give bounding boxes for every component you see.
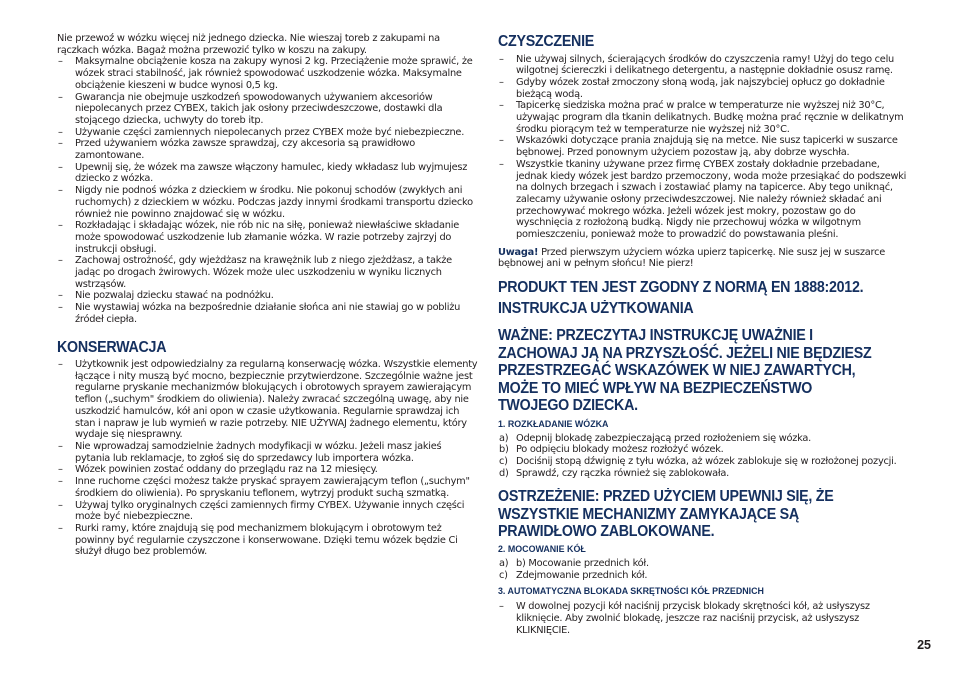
item-marker: c) xyxy=(499,569,508,581)
item-text: Dociśnij stopą dźwignię z tyłu wózka, aż wózek zablokuje się w rozłożonej pozycji. xyxy=(516,456,897,468)
list-item: – Używaj tylko oryginalnych części zamiennych firmy CYBEX. Używanie innych części może być niebezpieczne. xyxy=(57,500,479,523)
section-2-heading: 2. MOCOWANIE KÓŁ xyxy=(498,543,586,554)
list-item: – Wózek powinien zostać oddany do przeglądu raz na 12 miesięcy. xyxy=(57,464,479,476)
section-3-heading: 3. AUTOMATYCZNA BLOKADA SKRĘTNOŚCI KÓŁ PRZEDNICH xyxy=(498,586,764,597)
list-item xyxy=(498,444,910,456)
list-item: – Tapicerkę siedziska można prać w pralce w temperaturze nie wyższej niż 30°C, używając program dla tkanin delikatnych. Budkę można prać ręcznie w delikatnym środku piorącym też w temperaturze nie wyższej niż 30°C. xyxy=(498,100,910,135)
safety-warnings-list xyxy=(57,56,479,325)
czyszczenie-heading: CZYSZCZENIE xyxy=(498,33,595,50)
list-item: – Nie używaj silnych, ścierających środków do czyszczenia ramy! Użyj do tego celu wilgotnej ściereczki i delikatnego detergentu, a następnie dokładnie osusz ramę. xyxy=(498,54,910,77)
norm-heading: PRODUKT TEN JEST ZGODNY Z NORMĄ EN 1888:2012. xyxy=(498,279,864,297)
list-item: – Przed używaniem wózka zawsze sprawdzaj, czy akcesoria są prawidłowo zamontowane. xyxy=(57,138,479,161)
list-item: – Używanie części zamiennych niepolecanych przez CYBEX może być niebezpieczne. xyxy=(57,127,479,139)
item-marker: c) xyxy=(499,456,508,468)
list-item: – Nigdy nie podnoś wózka z dzieckiem w środku. Nie pokonuj schodów (zwykłych ani ruchomych) z dzieckiem w wózku. Podczas jazdy innymi środkami transportu dziecko również nie powinno znajdować się w wózku. xyxy=(57,185,479,220)
list-item: – Nie wprowadzaj samodzielnie żadnych modyfikacji w wózku. Jeżeli masz jakieś pytania lub reklamacje, to zgłoś się do sprzedawcy lub importera wózka. xyxy=(57,441,479,464)
list-item: – Użytkownik jest odpowiedzialny za regularną konserwację wózka. Wszystkie elementy łączące i nity muszą być mocno, bezpiecznie przytwierdzone. Szczególnie ważne jest regularne pryskanie mechanizmów blokujących i obrotowych sprayem zawierającym teflon („suchym" środkiem do oliwienia). Należy zwracać szczególną uwagę, aby nie uszkodzić hamulców, kół ani opon w czasie użytkowania. Regularnie sprawdzaj ich stan i napraw je lub wymień w razie potrzeby. NIE UŻYWAJ żadnego elementu, który wydaje się niesprawny. xyxy=(57,359,479,441)
list-item: – Wskazówki dotyczące prania znajdują się na metce. Nie susz tapicerki w suszarce bębnowej. Przed ponownym użyciem pozostaw ją, aby dobrze wyschła. xyxy=(498,135,910,158)
uwaga-note xyxy=(498,247,910,270)
section-1-list xyxy=(498,433,910,480)
item-text: Sprawdź, czy rączka również się zablokowała. xyxy=(516,467,730,479)
section-3-list xyxy=(498,601,910,636)
item-marker: a) xyxy=(499,557,509,569)
list-item: – Gdyby wózek został zmoczony słoną wodą, jak najszybciej opłucz go dokładnie bieżącą wodą. xyxy=(498,77,910,100)
item-marker: a) xyxy=(499,432,509,444)
item-text: b) Mocowanie przednich kół. xyxy=(516,557,649,569)
right-column xyxy=(498,33,910,636)
konserwacja-heading: KONSERWACJA xyxy=(57,338,167,356)
konserwacja-list xyxy=(57,359,479,558)
list-item: – Gwarancja nie obejmuje uszkodzeń spowodowanych używaniem akcesoriów niepolecanych przez CYBEX, takich jak osłony przeciwdeszczowe, dostawki dla stojącego dziecka, uchwyty do toreb itp. xyxy=(57,92,479,127)
uwaga-text: Przed pierwszym użyciem wózka upierz tapicerkę. Nie susz jej w suszarce bębnowej ani w pełnym słońcu! Nie pierz! xyxy=(498,246,886,270)
item-marker: b) xyxy=(499,444,509,456)
list-item xyxy=(498,570,910,582)
ostrzezenie-heading: OSTRZEŻENIE: PRZED UŻYCIEM UPEWNIJ SIĘ, ŻE WSZYSTKIE MECHANIZMY ZAMYKAJĄCE SĄ PRAWIDŁOWO ZABLOKOWANE. xyxy=(498,488,834,541)
list-item xyxy=(498,433,910,445)
list-item: – Upewnij się, że wózek ma zawsze włączony hamulec, kiedy wkładasz lub wyjmujesz dziecko z wózka. xyxy=(57,162,479,185)
list-item: – Rurki ramy, które znajdują się pod mechanizmem blokującym i obrotowym też powinny być regularnie czyszczone i konserwowane. Dzięki temu wózek będzie Ci służył długo bez problemów. xyxy=(57,523,479,558)
list-item: – W dowolnej pozycji kół naciśnij przycisk blokady skrętności kół, aż usłyszysz kliknięcie. Aby zwolnić blokadę, jeszcze raz naciśnij przycisk, aż usłyszysz KLIKNIĘCIE. xyxy=(498,601,910,636)
item-text: Odepnij blokadę zabezpieczającą przed rozłożeniem się wózka. xyxy=(516,432,812,444)
item-text: Zdejmowanie przednich kół. xyxy=(516,569,648,581)
list-item: – Zachowaj ostrożność, gdy wjeżdżasz na krawężnik lub z niego zjeżdżasz, a także jadąc po drogach żwirowych. Wózek może ulec uszkodzeniu w wyniku licznych wstrząsów. xyxy=(57,255,479,290)
item-text: Po odpięciu blokady możesz rozłożyć wózek. xyxy=(516,444,724,456)
list-item: – Nie pozwalaj dziecku stawać na podnóżku. xyxy=(57,290,479,302)
list-item: – Nie wystawiaj wózka na bezpośrednie działanie słońca ani nie stawiaj go w pobliżu źródeł ciepła. xyxy=(57,302,479,325)
uwaga-label: Uwaga! xyxy=(498,246,539,258)
list-item: – Rozkładając i składając wózek, nie rób nic na siłę, ponieważ niewłaściwe składanie może spowodować uszkodzenie lub złamanie wózka. W razie potrzeby zajrzyj do instrukcji obsługi. xyxy=(57,220,479,255)
left-column xyxy=(57,33,479,558)
section-1-heading: 1. ROZKŁADANIE WÓZKA xyxy=(498,418,609,429)
item-marker: d) xyxy=(499,467,509,479)
wazne-heading: WAŻNE: PRZECZYTAJ INSTRUKCJĘ UWAŻNIE I ZACHOWAJ JĄ NA PRZYSZŁOŚĆ. JEŻELI NIE BĘDZIESZ PRZESTRZEGAĆ WSKAZÓWEK W NIEJ ZAWARTYCH, MOŻE TO MIEĆ WPŁYW NA BEZPIECZEŃSTWO TWOJEGO DZIECKA. xyxy=(498,327,872,415)
list-item: – Wszystkie tkaniny używane przez firmę CYBEX zostały dokładnie przebadane, jednak kiedy wózek jest bardzo przemoczony, woda może przesiąkać do podszewki na dolnych brzegach i szwach i zostawiać plamy na tapicerce. Aby tego uniknąć, zalecamy używanie osłony przeciwdeszczowej. Nie należy również składać ani przechowywać mokrego wózka. Jeżeli wózek jest mokry, pozostaw go do wyschnięcia z rozłożoną budką. Nigdy nie przechowuj wózka w wilgotnym pomieszczeniu, ponieważ może to prowadzić do powstawania pleśni. xyxy=(498,159,910,241)
list-item: – Maksymalne obciążenie kosza na zakupy wynosi 2 kg. Przeciążenie może sprawić, że wózek straci stabilność, jak również spowodować uszkodzenie wózka. Maksymalne obciążenie kieszeni w budce wynosi 0,5 kg. xyxy=(57,56,479,91)
instrukcja-heading: INSTRUKCJA UŻYTKOWANIA xyxy=(498,299,694,317)
intro-paragraph: Nie przewoź w wózku więcej niż jednego dziecka. Nie wieszaj toreb z zakupami na rączkach wózka. Bagaż można przewozić tylko w koszu na zakupy. xyxy=(57,33,440,56)
czyszczenie-list xyxy=(498,54,910,241)
list-item xyxy=(498,558,910,570)
section-2-list xyxy=(498,558,910,581)
list-item xyxy=(498,456,910,468)
page-number: 25 xyxy=(917,638,931,652)
list-item: – Inne ruchome części możesz także pryskać sprayem zawierającym teflon („suchym" środkiem do oliwienia). Po spryskaniu teflonem, wytrzyj produkt suchą szmatką. xyxy=(57,476,479,499)
list-item xyxy=(498,468,910,480)
